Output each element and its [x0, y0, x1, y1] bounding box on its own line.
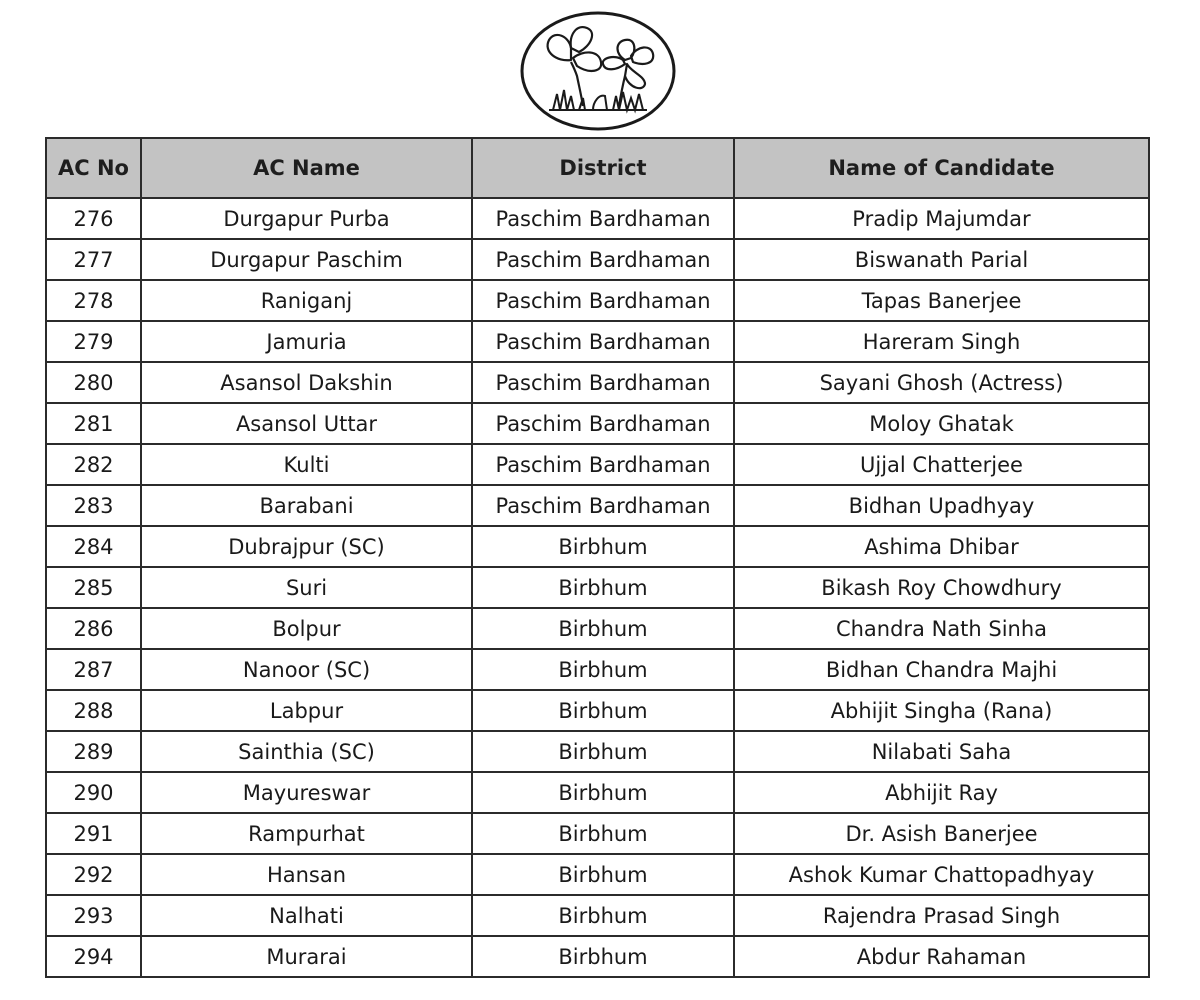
- cell-ac-name: Barabani: [141, 485, 472, 526]
- candidate-table: [45, 137, 1150, 978]
- cell-candidate: Dr. Asish Banerjee: [734, 813, 1149, 854]
- cell-district: Birbhum: [472, 690, 734, 731]
- cell-candidate: Abhijit Singha (Rana): [734, 690, 1149, 731]
- cell-candidate: Bidhan Chandra Majhi: [734, 649, 1149, 690]
- cell-ac-name: Durgapur Purba: [141, 198, 472, 239]
- cell-candidate: Bikash Roy Chowdhury: [734, 567, 1149, 608]
- cell-candidate: Ujjal Chatterjee: [734, 444, 1149, 485]
- cell-candidate: Moloy Ghatak: [734, 403, 1149, 444]
- cell-ac-no: 292: [46, 854, 141, 895]
- table-row: [46, 649, 1149, 690]
- cell-ac-name: Dubrajpur (SC): [141, 526, 472, 567]
- cell-ac-no: 286: [46, 608, 141, 649]
- table-row: [46, 690, 1149, 731]
- cell-district: Paschim Bardhaman: [472, 485, 734, 526]
- cell-ac-name: Rampurhat: [141, 813, 472, 854]
- cell-ac-no: 289: [46, 731, 141, 772]
- cell-ac-no: 290: [46, 772, 141, 813]
- cell-ac-no: 294: [46, 936, 141, 977]
- header-candidate: Name of Candidate: [734, 138, 1149, 198]
- cell-district: Birbhum: [472, 813, 734, 854]
- cell-ac-no: 288: [46, 690, 141, 731]
- cell-district: Birbhum: [472, 649, 734, 690]
- cell-candidate: Biswanath Parial: [734, 239, 1149, 280]
- table-row: [46, 239, 1149, 280]
- cell-candidate: Bidhan Upadhyay: [734, 485, 1149, 526]
- table-row: [46, 485, 1149, 526]
- cell-district: Birbhum: [472, 854, 734, 895]
- table-row: [46, 608, 1149, 649]
- cell-district: Birbhum: [472, 731, 734, 772]
- cell-ac-no: 284: [46, 526, 141, 567]
- cell-candidate: Sayani Ghosh (Actress): [734, 362, 1149, 403]
- cell-district: Birbhum: [472, 895, 734, 936]
- table-row: [46, 362, 1149, 403]
- cell-candidate: Nilabati Saha: [734, 731, 1149, 772]
- table-row: [46, 526, 1149, 567]
- cell-ac-no: 285: [46, 567, 141, 608]
- cell-candidate: Rajendra Prasad Singh: [734, 895, 1149, 936]
- cell-district: Paschim Bardhaman: [472, 403, 734, 444]
- cell-ac-no: 279: [46, 321, 141, 362]
- twin-flowers-emblem-icon: [519, 10, 677, 132]
- cell-ac-name: Asansol Uttar: [141, 403, 472, 444]
- header-district: District: [472, 138, 734, 198]
- cell-ac-name: Kulti: [141, 444, 472, 485]
- cell-ac-name: Murarai: [141, 936, 472, 977]
- cell-ac-name: Labpur: [141, 690, 472, 731]
- table-row: [46, 280, 1149, 321]
- table-row: [46, 895, 1149, 936]
- cell-ac-no: 291: [46, 813, 141, 854]
- cell-ac-no: 280: [46, 362, 141, 403]
- table-row: [46, 321, 1149, 362]
- cell-ac-no: 282: [46, 444, 141, 485]
- cell-candidate: Chandra Nath Sinha: [734, 608, 1149, 649]
- cell-district: Birbhum: [472, 526, 734, 567]
- header-ac-name: AC Name: [141, 138, 472, 198]
- cell-ac-name: Nalhati: [141, 895, 472, 936]
- cell-ac-name: Suri: [141, 567, 472, 608]
- cell-district: Paschim Bardhaman: [472, 280, 734, 321]
- table-row: [46, 403, 1149, 444]
- header-ac-no: AC No: [46, 138, 141, 198]
- cell-candidate: Tapas Banerjee: [734, 280, 1149, 321]
- cell-district: Paschim Bardhaman: [472, 444, 734, 485]
- table-row: [46, 854, 1149, 895]
- cell-ac-name: Mayureswar: [141, 772, 472, 813]
- table-header-row: [46, 138, 1149, 198]
- cell-candidate: Ashima Dhibar: [734, 526, 1149, 567]
- cell-ac-no: 283: [46, 485, 141, 526]
- cell-ac-no: 276: [46, 198, 141, 239]
- table-row: [46, 567, 1149, 608]
- cell-district: Birbhum: [472, 567, 734, 608]
- cell-ac-name: Hansan: [141, 854, 472, 895]
- cell-ac-no: 287: [46, 649, 141, 690]
- cell-candidate: Abdur Rahaman: [734, 936, 1149, 977]
- cell-ac-name: Nanoor (SC): [141, 649, 472, 690]
- cell-ac-no: 277: [46, 239, 141, 280]
- cell-candidate: Pradip Majumdar: [734, 198, 1149, 239]
- table-row: [46, 772, 1149, 813]
- cell-candidate: Hareram Singh: [734, 321, 1149, 362]
- cell-district: Paschim Bardhaman: [472, 198, 734, 239]
- cell-ac-name: Jamuria: [141, 321, 472, 362]
- cell-district: Birbhum: [472, 608, 734, 649]
- table-body: [46, 198, 1149, 977]
- cell-district: Paschim Bardhaman: [472, 321, 734, 362]
- cell-ac-no: 293: [46, 895, 141, 936]
- cell-district: Birbhum: [472, 772, 734, 813]
- cell-district: Paschim Bardhaman: [472, 239, 734, 280]
- cell-ac-name: Sainthia (SC): [141, 731, 472, 772]
- cell-ac-name: Durgapur Paschim: [141, 239, 472, 280]
- cell-district: Paschim Bardhaman: [472, 362, 734, 403]
- table-row: [46, 936, 1149, 977]
- table-row: [46, 444, 1149, 485]
- table-row: [46, 198, 1149, 239]
- table-row: [46, 731, 1149, 772]
- cell-ac-name: Asansol Dakshin: [141, 362, 472, 403]
- cell-district: Birbhum: [472, 936, 734, 977]
- cell-ac-name: Bolpur: [141, 608, 472, 649]
- cell-candidate: Abhijit Ray: [734, 772, 1149, 813]
- cell-ac-no: 278: [46, 280, 141, 321]
- table-row: [46, 813, 1149, 854]
- cell-candidate: Ashok Kumar Chattopadhyay: [734, 854, 1149, 895]
- cell-ac-no: 281: [46, 403, 141, 444]
- cell-ac-name: Raniganj: [141, 280, 472, 321]
